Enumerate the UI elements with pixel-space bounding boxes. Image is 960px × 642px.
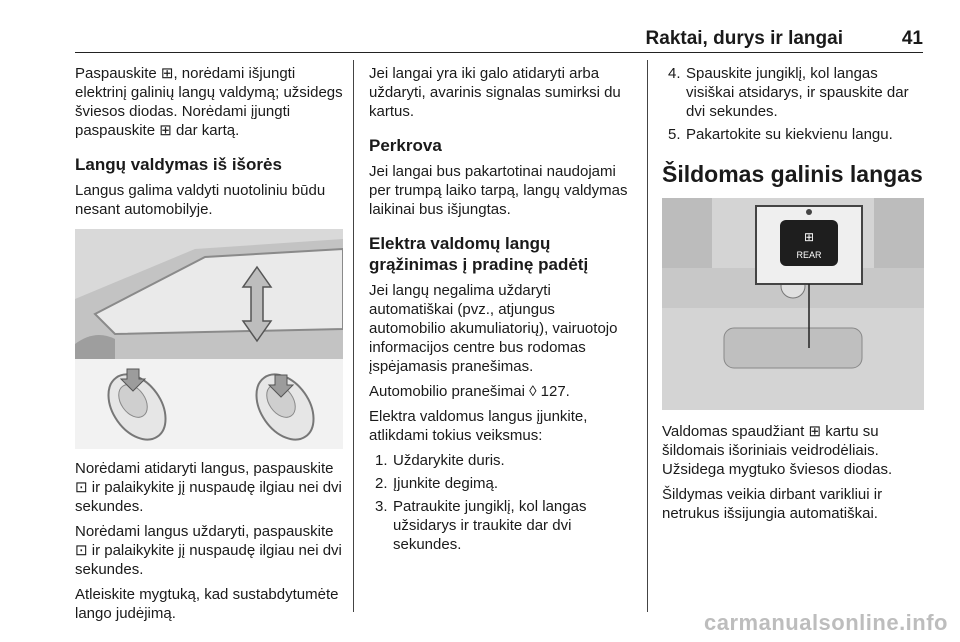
paragraph-activate: Elektra valdomus langus įjunkite, atlikdami tokius veiksmus: <box>369 408 588 444</box>
heading-remote-windows: Langų valdymas iš išorės <box>75 155 282 174</box>
page-header <box>75 24 923 50</box>
car-window-illustration <box>75 229 343 449</box>
watermark: carmanualsonline.info <box>704 610 948 635</box>
page-number: 41 <box>901 28 923 49</box>
list-item: 2. Įjunkite degimą. <box>375 475 499 492</box>
rear-button-label: REAR <box>796 250 822 260</box>
paragraph-hazard-flash: Jei langai yra iki galo atidaryti arba uždaryti, avarinis signalas sumirksi du kartus. <box>369 65 621 120</box>
figure-dashboard-rear-button <box>662 198 924 410</box>
paragraph-heated-operation: Šildymas veikia dirbant varikliui ir netrukus išsijungia automatiškai. <box>662 486 883 522</box>
list-item: 3. Patraukite jungiklį, kol langas užsidarys ir traukite dar dvi sekundes. <box>375 498 587 553</box>
paragraph-remote-intro: Langus galima valdyti nuotoliniu būdu nesant automobilyje. <box>75 182 326 218</box>
column-divider-1 <box>353 60 354 612</box>
paragraph-rear-lock: Paspauskite ⊞, norėdami išjungti elektrinį galinių langų valdymą; užsidegs šviesos diodas. Norėdami įjungti paspauskite ⊞ dar kartą. <box>75 65 343 139</box>
column-1 <box>75 64 343 629</box>
heated-window-icon: ⊞ <box>803 230 815 244</box>
paragraph-reset-intro: Jei langų negalima uždaryti automatiškai (pvz., atjungus automobilio akumuliatorių), vairuotojo informacijos centre bus rodomas įspėjamasis pranešimas. <box>369 282 618 375</box>
paragraph-stop-movement: Atleiskite mygtuką, kad sustabdytumėte lango judėjimą. <box>75 586 339 622</box>
column-3 <box>662 64 924 529</box>
paragraph-overload: Jei langai bus pakartotinai naudojami per trumpą laiko tarpą, langų valdymas laikinai bus išjungtas. <box>369 163 628 218</box>
heading-heated-rear-window: Šildomas galinis langas <box>662 161 923 187</box>
heading-overload: Perkrova <box>369 136 442 155</box>
header-rule <box>75 52 923 53</box>
column-divider-2 <box>647 60 648 612</box>
list-item: 5. Pakartokite su kiekvienu langu. <box>668 126 893 143</box>
list-item: 4. Spauskite jungiklį, kol langas visiškai atsidarys, ir spauskite dar dvi sekundes. <box>668 65 909 120</box>
heading-window-reset: Elektra valdomų langų grąžinimas į pradinę padėtį <box>369 234 589 274</box>
paragraph-vehicle-messages: Automobilio pranešimai ◊ 127. <box>369 383 570 400</box>
chapter-title: Raktai, durys ir langai <box>645 28 843 49</box>
column-2 <box>369 64 635 558</box>
steps-list-1 <box>369 451 635 554</box>
paragraph-open-windows: Norėdami atidaryti langus, paspauskite ⊡ ir palaikykite jį nuspaudę ilgiau nei dvi sekundes. <box>75 460 342 515</box>
paragraph-close-windows: Norėdami langus uždaryti, paspauskite ⊡ ir palaikykite jį nuspaudę ilgiau nei dvi sekundes. <box>75 523 342 578</box>
figure-car-window-keys <box>75 229 343 449</box>
list-item: 1. Uždarykite duris. <box>375 452 505 469</box>
steps-list-2 <box>662 64 924 144</box>
paragraph-heated-control: Valdomas spaudžiant ⊞ kartu su šildomais išoriniais veidrodėliais. Užsidega mygtuko šviesos diodas. <box>662 423 893 478</box>
